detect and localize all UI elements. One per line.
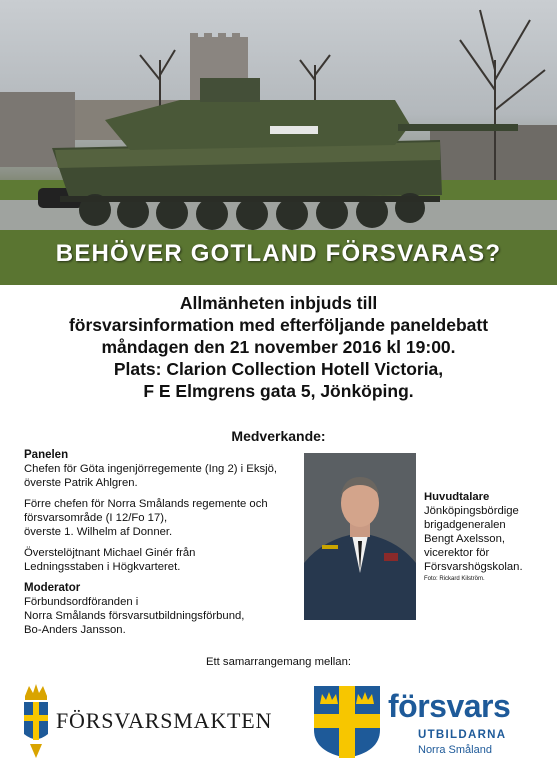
event-date: måndagen den 21 november 2016 kl 19:00.	[101, 337, 456, 357]
panelist-line: överste 1. Wilhelm af Donner.	[24, 526, 173, 538]
keynote-line: vicerektor för	[424, 547, 490, 559]
crown-emblem-icon	[20, 682, 52, 760]
fu-region: Norra Småland	[418, 744, 492, 756]
event-venue: Plats: Clarion Collection Hotell Victoria,	[113, 359, 444, 379]
moderator-line: Förbundsordföranden i	[24, 596, 139, 608]
moderator-heading: Moderator	[24, 582, 81, 594]
co-organizers-label: Ett samarrangemang mellan:	[205, 656, 352, 668]
panelist	[24, 546, 304, 574]
panelist	[24, 497, 304, 539]
forsvarsutbildarna-logo	[312, 682, 552, 760]
keynote-line: Jönköpingsbördige	[424, 505, 519, 517]
panelist-line: Chefen för Göta ingenjörregemente (Ing 2) i Eksjö,	[24, 463, 278, 475]
forsvarsmakten-logo	[20, 682, 280, 760]
panelist	[24, 462, 304, 490]
keynote-section	[424, 490, 552, 583]
panelist-line: Förre chefen för Norra Smålands regemente och	[24, 498, 268, 510]
fu-wordmark: försvars	[388, 688, 511, 724]
keynote-line: Bengt Axelsson,	[424, 533, 506, 545]
hero-image	[0, 0, 557, 285]
photo-credit: Foto: Rickard Kilström.	[424, 576, 485, 582]
participants-heading: Medverkande:	[231, 428, 326, 444]
panelist-line: överste Patrik Ahlgren.	[24, 477, 138, 489]
keynote-heading: Huvudtalare	[424, 491, 490, 503]
keynote-line: brigadgeneralen	[424, 519, 506, 531]
panelist-line: försvarsområde (I 12/Fo 17),	[24, 512, 168, 524]
panel-section	[24, 448, 304, 637]
intro-line: Allmänheten inbjuds till	[179, 293, 378, 313]
invitation-text	[0, 292, 557, 402]
intro-line: försvarsinformation med efterföljande paneldebatt	[68, 315, 489, 335]
keynote-line: Försvarshögskolan.	[424, 561, 523, 573]
moderator-line: Norra Smålands försvarsutbildningsförbund,	[24, 610, 245, 622]
fu-subtitle: UTBILDARNA	[418, 729, 507, 741]
speaker-photo	[304, 453, 416, 620]
shield-emblem-icon	[312, 684, 382, 760]
portrait-illustration	[304, 453, 416, 620]
event-address: F E Elmgrens gata 5, Jönköping.	[143, 381, 414, 401]
panelist-line: Ledningsstaben i Högkvarteret.	[24, 561, 181, 573]
forsvarsmakten-wordmark: FÖRSVARSMAKTEN	[56, 708, 273, 733]
headline: BEHÖVER GOTLAND FÖRSVARAS?	[55, 240, 502, 267]
panel-heading: Panelen	[24, 449, 69, 461]
moderator-line: Bo-Anders Jansson.	[24, 624, 126, 636]
panelist-line: Överstelöjtnant Michael Ginér från	[24, 547, 196, 559]
